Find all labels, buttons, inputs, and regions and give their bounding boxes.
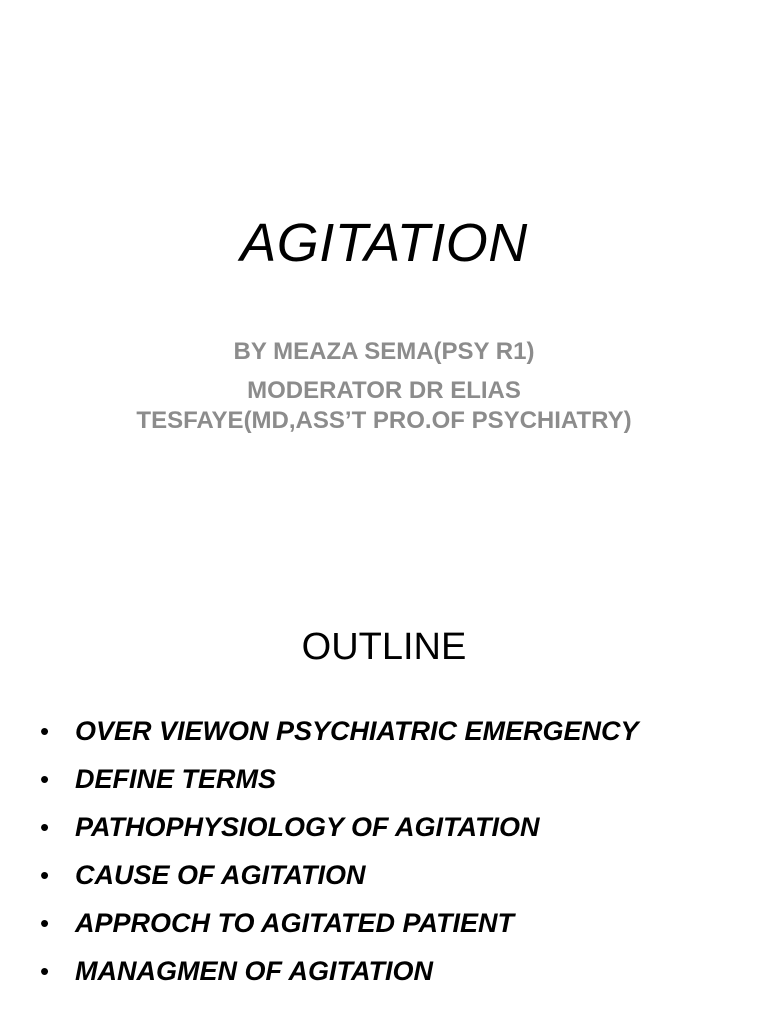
moderator-block: [0, 376, 768, 436]
bullet-icon: •: [40, 764, 50, 794]
bullet-icon: •: [40, 812, 50, 842]
bullet-icon: •: [40, 860, 50, 890]
bullet-icon: •: [40, 956, 50, 986]
list-item-text: DEFINE TERMS: [75, 764, 277, 794]
list-item: [40, 812, 639, 860]
list-item-text: PATHOPHYSIOLOGY OF AGITATION: [75, 812, 540, 842]
list-item: [40, 908, 639, 956]
list-item: [40, 956, 639, 1004]
author-line: BY MEAZA SEMA(PSY R1): [233, 338, 535, 365]
list-item: [40, 716, 639, 764]
moderator-line-2: TESFAYE(MD,ASS’T PRO.OF PSYCHIATRY): [136, 407, 632, 434]
list-item-text: APPROCH TO AGITATED PATIENT: [75, 908, 515, 938]
outline-list: [40, 716, 639, 1004]
list-item-text: MANAGMEN OF AGITATION: [75, 956, 433, 986]
moderator-line-1: MODERATOR DR ELIAS: [247, 377, 521, 404]
bullet-icon: •: [40, 716, 50, 746]
list-item: [40, 860, 639, 908]
outline-title: OUTLINE: [301, 626, 467, 668]
slide-subtitle: [0, 336, 768, 444]
slide-title: AGITATION: [240, 213, 528, 273]
list-item: [40, 764, 639, 812]
list-item-text: OVER VIEWON PSYCHIATRIC EMERGENCY: [75, 716, 639, 746]
list-item-text: CAUSE OF AGITATION: [75, 860, 366, 890]
outline-slide: [0, 576, 768, 1024]
bullet-icon: •: [40, 908, 50, 938]
